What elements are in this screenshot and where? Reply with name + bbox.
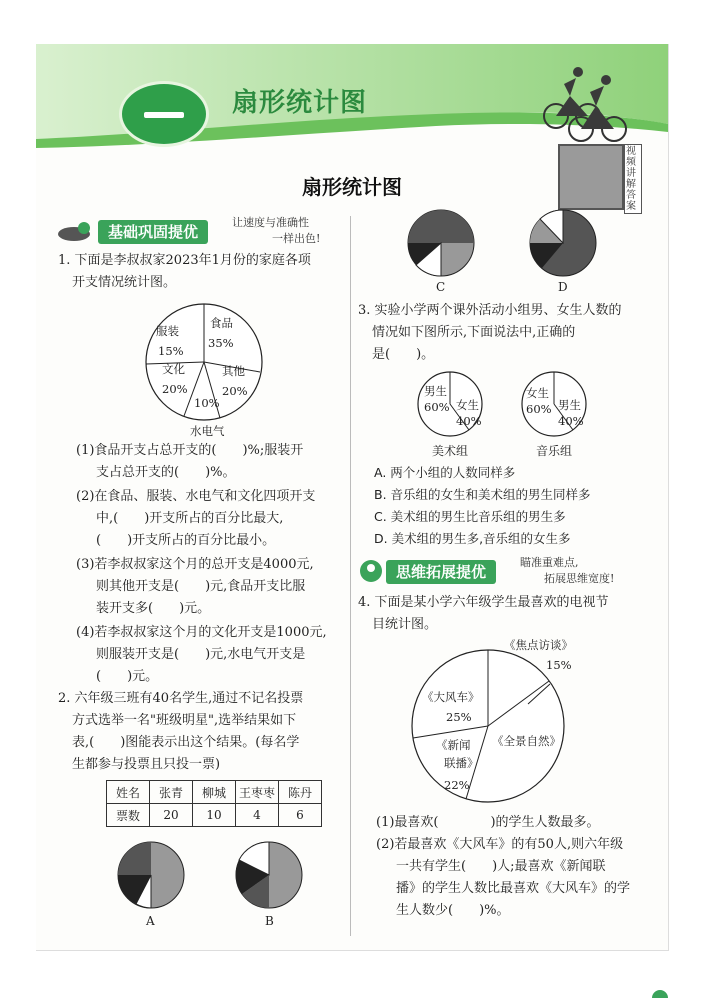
table-cell: 6	[279, 804, 322, 827]
q1-p1-a: (1)食品开支占总开支的( )%;服装开	[76, 443, 304, 458]
q1-p2-c: ( )开支所占的百分比最小。	[96, 533, 276, 548]
q1-p3-c: 装开支多( )元。	[96, 601, 211, 616]
table-cell: 柳城	[193, 781, 236, 804]
q1-stem-2: 开支情况统计图。	[72, 275, 177, 290]
q3-music-boy-pct: 40%	[558, 414, 584, 428]
table-cell: 10	[193, 804, 236, 827]
mascot-icon	[56, 220, 96, 244]
q1-clothes-label: 服装	[156, 324, 179, 338]
q4-p2-a: (2)若最喜欢《大风车》的有50人,则六年级	[376, 837, 624, 852]
q3-music-boy: 男生	[558, 398, 581, 412]
section-note-advanced-2: 拓展思维宽度!	[544, 572, 615, 585]
section-note-advanced-1: 瞄准重难点,	[520, 556, 579, 569]
table-row	[107, 804, 322, 827]
q1-other-label: 其他	[222, 364, 245, 378]
q4-p2-d: 生人数少( )%。	[396, 903, 510, 918]
q2-stem-4: 生都参与投票且只投一票)	[72, 757, 221, 772]
qr-label: 视频讲解答案	[624, 144, 642, 214]
q3-stem-3: 是( )。	[372, 347, 435, 362]
q3-stem-2: 情况如下图所示,下面说法中,正确的	[372, 325, 576, 340]
q1-culture-label: 文化	[162, 362, 185, 376]
q3-art-girl: 女生	[456, 398, 479, 412]
table-cell: 陈丹	[279, 781, 322, 804]
table-cell: 王枣枣	[236, 781, 279, 804]
q2-label-b: B	[265, 914, 274, 928]
q1-food-pct: 35%	[208, 336, 234, 350]
q1-utility-label: 水电气	[190, 424, 225, 438]
unit-number-badge	[119, 81, 209, 147]
section-note-basic-1: 让速度与准确性	[232, 216, 309, 229]
q4-windmill-pct: 25%	[446, 710, 472, 724]
q1-clothes-pct: 15%	[158, 344, 184, 358]
q4-stem-1: 4. 下面是某小学六年级学生最喜欢的电视节	[358, 595, 609, 610]
q4-news-label-a: 《新闻	[436, 738, 471, 752]
q2-label-d: D	[558, 280, 568, 294]
q3-option-d[interactable]: D. 美术组的男生多,音乐组的女生多	[374, 531, 571, 546]
table-cell: 票数	[107, 804, 150, 827]
q3-music-name: 音乐组	[536, 444, 573, 458]
q4-p1: (1)最喜欢( )的学生人数最多。	[376, 815, 600, 830]
q1-p2-b: 中,( )开支所占的百分比最大,	[96, 511, 284, 526]
q4-p2-c: 播》的学生人数比最喜欢《大风车》的学	[396, 881, 631, 896]
q2-pie-d	[528, 208, 598, 278]
q3-music-girl: 女生	[526, 386, 549, 400]
unit-title: 扇形统计图	[232, 88, 368, 118]
table-cell: 姓名	[107, 781, 150, 804]
q1-p4-b: 则服装开支是( )元,水电气开支是	[96, 647, 306, 662]
table-cell: 张青	[150, 781, 193, 804]
q4-pie-chart	[410, 648, 566, 804]
q4-windmill-label: 《大风车》	[422, 690, 480, 704]
q1-p3-a: (3)若李叔叔家这个月的总开支是4000元,	[76, 557, 314, 572]
q3-art-girl-pct: 40%	[456, 414, 482, 428]
q1-p4-c: ( )元。	[96, 669, 159, 684]
page-corner-tab	[652, 990, 668, 998]
q4-nature-label: 《全景自然》	[492, 734, 561, 748]
q3-stem-1: 3. 实验小学两个课外活动小组男、女生人数的	[358, 303, 622, 318]
q2-label-c: C	[436, 280, 446, 294]
q1-other-pct: 20%	[222, 384, 248, 398]
q3-music-girl-pct: 60%	[526, 402, 552, 416]
q3-option-a[interactable]: A. 两个小组的人数同样多	[374, 465, 516, 480]
q4-focus-pct: 15%	[546, 658, 572, 672]
mascot-icon	[358, 558, 384, 584]
q3-art-name: 美术组	[432, 444, 469, 458]
q2-stem-2: 方式选举一名"班级明星",选举结果如下	[72, 713, 297, 728]
q3-art-boy-pct: 60%	[424, 400, 450, 414]
q1-food-label: 食品	[210, 316, 233, 330]
q1-culture-pct: 20%	[162, 382, 188, 396]
q3-option-c[interactable]: C. 美术组的男生比音乐组的男生多	[374, 509, 566, 524]
q4-focus-label: 《焦点访谈》	[504, 638, 573, 652]
table-cell: 4	[236, 804, 279, 827]
column-divider	[350, 216, 351, 936]
q4-stem-2: 目统计图。	[372, 617, 438, 632]
q1-p3-b: 则其他开支是( )元,食品开支比服	[96, 579, 306, 594]
q1-utility-pct: 10%	[194, 396, 220, 410]
section-note-basic-2: 一样出色!	[272, 232, 321, 245]
q1-stem-1: 1. 下面是李叔叔家2023年1月份的家庭各项	[58, 253, 311, 268]
q2-stem-1: 2. 六年级三班有40名学生,通过不记名投票	[58, 691, 304, 706]
q3-art-boy: 男生	[424, 384, 447, 398]
section-tag-advanced: 思维拓展提优	[386, 560, 496, 584]
q3-option-b[interactable]: B. 音乐组的女生和美术组的男生同样多	[374, 487, 591, 502]
q2-pie-a	[116, 840, 186, 910]
lesson-title: 扇形统计图	[302, 175, 402, 199]
q1-p1-b: 支占总开支的( )%。	[96, 465, 236, 480]
q2-vote-table	[106, 780, 322, 827]
q4-news-label-b: 联播》	[444, 756, 479, 770]
q1-p2-a: (2)在食品、服装、水电气和文化四项开支	[76, 489, 316, 504]
q2-label-a: A	[146, 914, 155, 928]
q2-stem-3: 表,( )图能表示出这个结果。(每名学	[72, 735, 300, 750]
workbook-page	[36, 44, 669, 951]
q4-p2-b: 一共有学生( )人;最喜欢《新闻联	[396, 859, 606, 874]
q2-pie-b	[234, 840, 304, 910]
q4-news-pct: 22%	[444, 778, 470, 792]
table-row	[107, 781, 322, 804]
q2-pie-c	[406, 208, 476, 278]
section-tag-basic: 基础巩固提优	[98, 220, 208, 244]
q1-p4-a: (4)若李叔叔家这个月的文化开支是1000元,	[76, 625, 327, 640]
table-cell: 20	[150, 804, 193, 827]
